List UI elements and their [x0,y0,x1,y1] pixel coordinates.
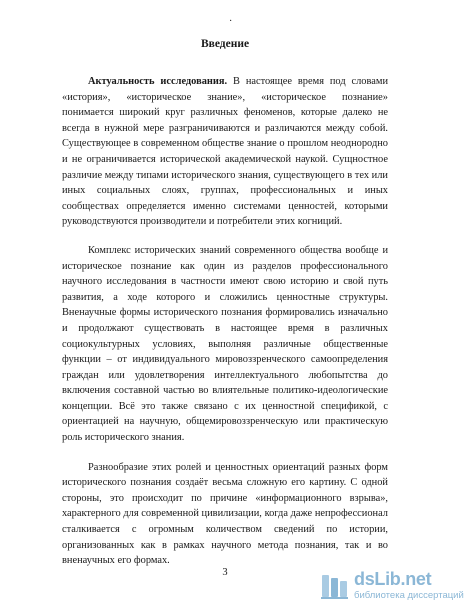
watermark-logo [320,569,464,603]
watermark-site: dsLib.net [354,569,432,589]
page-number: 3 [222,567,228,578]
body-text [62,74,388,582]
paragraph-3 [62,460,388,569]
paragraph-text: В настоящее время под словами «история», «историческое знание», «историческое познание» понимается широкий круг различных феноменов, которые далеко не всегда в нужной мере разграничиваются и различаются между собой. Существующее в современном обществе знание о прошлом неоднородно и не ограничивается исторической академической наукой. Сущностное различие между типами исторического знания, существующего в тех или иных социальных слоях, группах, профессиональных и иных сообществах определяется именно системами ценностей, которыми руководствуются производители и потребители этих когниций. [62,76,388,228]
paragraph-lead: Актуальность исследования. [88,76,228,87]
paragraph-text: Комплекс исторических знаний современного общества вообще и историческое познание как один из разделов профессионального научного исследования в частности имеют свою историю и свой путь развития, а ходе которого и сложились ценностные структуры. Вненаучные формы исторического познания формировались изначально и продолжают существовать в настоящее время в различных социокультурных условиях, выполняя различные общественные функции – от индивидуального мировоззренческого самоопределения граждан или удовлетворения интеллектуального любопытства до включения составной частью во влиятельные политико-идеологические концепции. Всё это также связано с их ценностной спецификой, с ориентацией на научную, общемировоззренческую или практическую роль исторического знания. [62,244,388,444]
book-stack-icon [320,572,350,600]
paragraph-2 [62,243,388,446]
watermark-tagline: библиотека диссертаций [354,590,464,601]
paragraph-1 [62,74,388,230]
paragraph-text: Разнообразие этих ролей и ценностных ориентаций разных форм исторического познания создаёт весьма сложную его картину. С одной стороны, это происходит по причине «информационного взрыва», характерного для современной цивилизации, когда даже непрофессионал сталкивается с огромным количеством сведений по истории, организованных как в рамках научного метода познания, так и во вненаучных его формах. [62,461,388,567]
top-mark: · [229,16,233,27]
page-title: Введение [200,38,250,50]
